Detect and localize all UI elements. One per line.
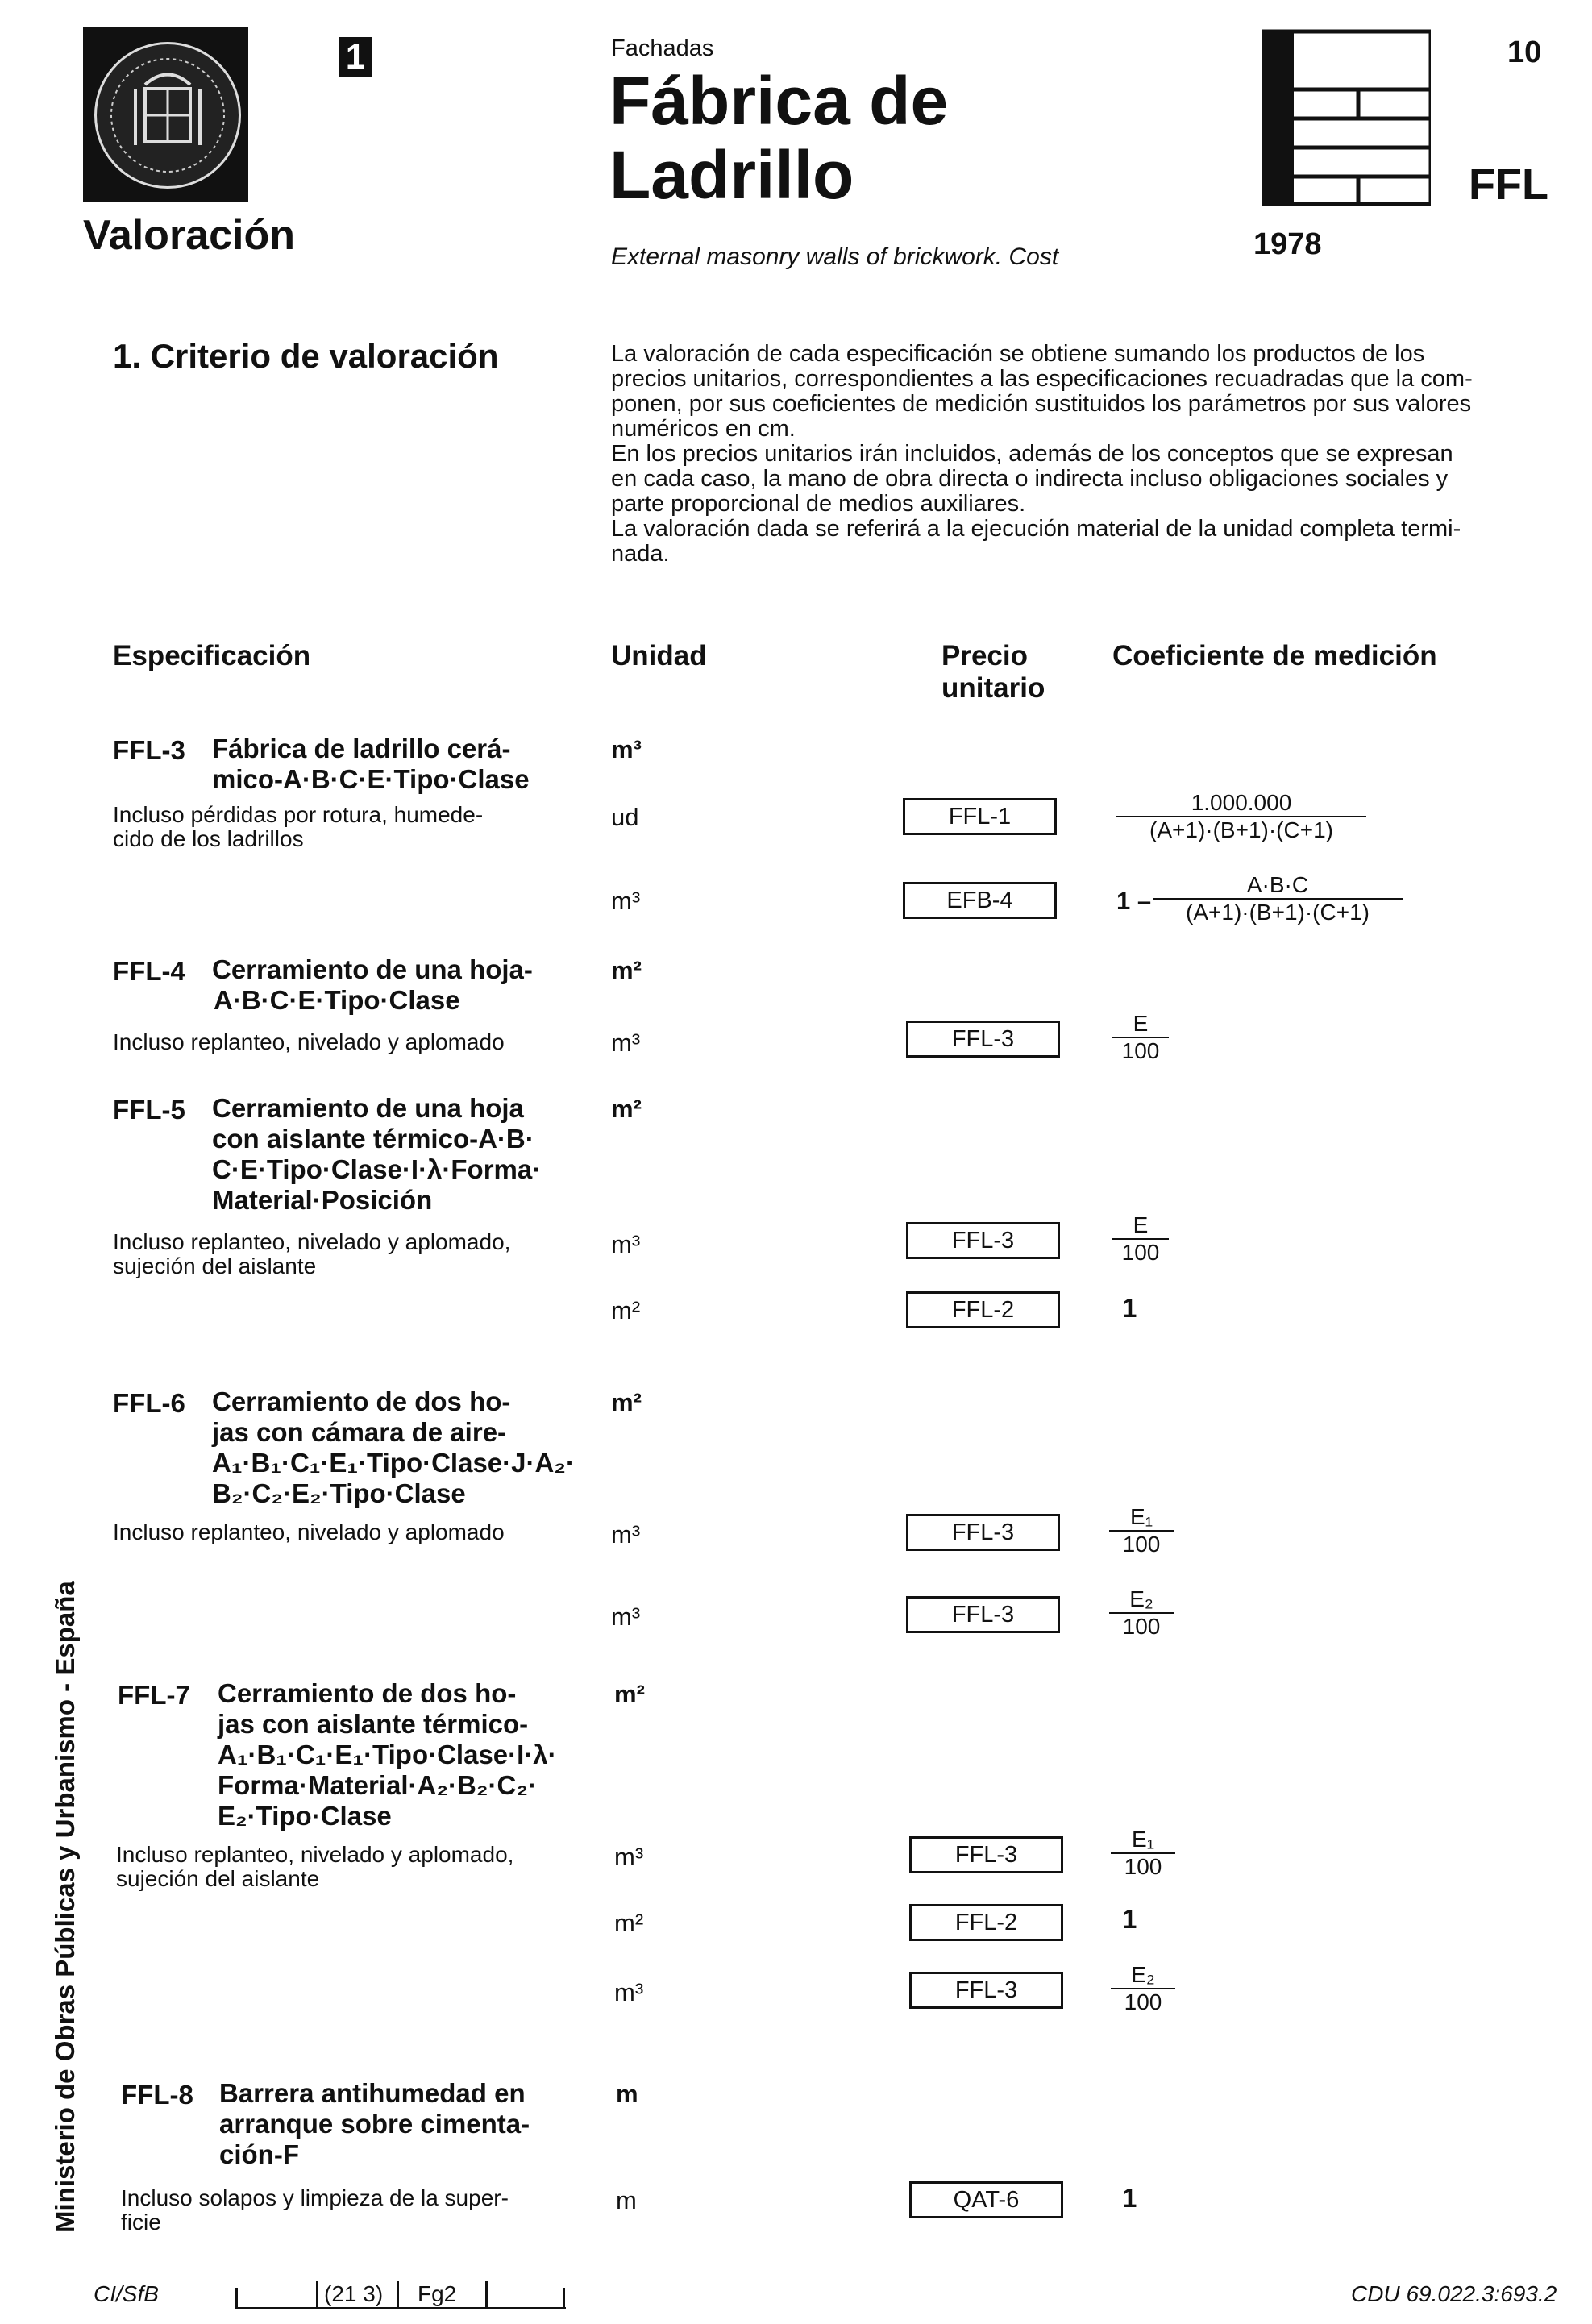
criterio-line: en cada caso, la mano de obra directa o indirecta incluso obligaciones sociales y xyxy=(611,466,1449,492)
spec-note-ffl6 xyxy=(113,1520,505,1544)
ministry-side-label: Ministerio de Obras Públicas y Urbanismo - España xyxy=(50,1581,80,2233)
criterio-line: numéricos en cm. xyxy=(611,416,796,442)
coef-prefix: 1 – xyxy=(1116,887,1152,915)
spec-title-line: E₂·Tipo·Clase xyxy=(218,1801,392,1831)
spec-title-line: arranque sobre cimenta- xyxy=(219,2109,530,2139)
coef-denominator: 100 xyxy=(1122,1532,1161,1557)
price-ref-box: FFL-2 xyxy=(909,1904,1063,1941)
header-coef: Coeficiente de medición xyxy=(1112,640,1437,671)
coef-numerator: E₁ xyxy=(1109,1504,1174,1532)
spec-title-line: B₂·C₂·E₂·Tipo·Clase xyxy=(212,1478,466,1508)
cisfb-code: (21 3) xyxy=(324,2281,384,2306)
spec-title-line: A₁·B₁·C₁·E₁·Tipo·Clase·I·λ· xyxy=(218,1740,557,1769)
price-ref-box: FFL-3 xyxy=(906,1514,1060,1551)
price-ref-box: FFL-3 xyxy=(909,1972,1063,2009)
row-unit: m² xyxy=(614,1909,644,1937)
coef-denominator: 100 xyxy=(1124,1989,1162,2014)
row-unit: m³ xyxy=(611,1029,641,1057)
coef-denominator: 100 xyxy=(1121,1240,1160,1265)
spec-code-ffl8: FFL-8 xyxy=(121,2080,193,2110)
spec-note-ffl3 xyxy=(113,803,483,851)
header-price xyxy=(941,640,1045,705)
brick-wall-icon xyxy=(1262,28,1431,207)
spec-code-ffl7: FFL-7 xyxy=(118,1680,190,1710)
coef-fraction xyxy=(1112,1212,1169,1266)
spec-title-line: A·B·C·E·Tipo·Clase xyxy=(214,985,460,1015)
spec-code-ffl3: FFL-3 xyxy=(113,735,185,765)
coef-fraction xyxy=(1153,872,1403,925)
coef-fraction xyxy=(1111,1962,1175,2015)
spec-note-line: Incluso pérdidas por rotura, humede- xyxy=(113,802,484,827)
coef-fraction xyxy=(1112,1011,1169,1064)
row-unit: ud xyxy=(611,803,639,831)
criterio-line: La valoración dada se referirá a la ejecución material de la unidad completa termi- xyxy=(611,516,1461,542)
row-unit: m³ xyxy=(611,1520,641,1549)
spec-title-line: Cerramiento de una hoja- xyxy=(212,954,533,984)
coef-value: 1 xyxy=(1122,1904,1137,1934)
sheet-number-badge: 1 xyxy=(339,37,372,77)
spec-code-ffl5: FFL-5 xyxy=(113,1095,185,1125)
header-price-line1: Precio xyxy=(941,640,1028,671)
price-ref-box: EFB-4 xyxy=(903,882,1057,919)
criterio-line: La valoración de cada especificación se obtiene sumando los productos de los xyxy=(611,341,1425,367)
criterio-line: parte proporcional de medios auxiliares. xyxy=(611,491,1026,517)
spec-title-line: Forma·Material·A₂·B₂·C₂· xyxy=(218,1770,537,1800)
criterio-line: precios unitarios, correspondientes a las especificaciones recuadradas que la com- xyxy=(611,366,1473,392)
cisfb-label: CI/SfB xyxy=(94,2281,159,2306)
page-title-line1: Fábrica de xyxy=(609,63,949,139)
price-ref-box: QAT-6 xyxy=(909,2181,1063,2218)
category-label: Fachadas xyxy=(611,35,714,61)
header-spec: Especificación xyxy=(113,640,311,671)
spec-unit-ffl6: m² xyxy=(611,1388,642,1416)
price-ref-box: FFL-3 xyxy=(909,1836,1063,1873)
row-unit: m³ xyxy=(611,1603,641,1631)
coef-denominator: 100 xyxy=(1122,1614,1161,1639)
spec-note-ffl8 xyxy=(121,2186,509,2235)
price-ref-box: FFL-1 xyxy=(903,798,1057,835)
spec-note-line: Incluso replanteo, nivelado y aplomado, xyxy=(113,1229,511,1254)
spec-note-line: Incluso replanteo, nivelado y aplomado xyxy=(113,1029,505,1054)
spec-title-line: A₁·B₁·C₁·E₁·Tipo·Clase·J·A₂· xyxy=(212,1448,575,1478)
page-number: 10 xyxy=(1507,35,1542,69)
header-price-line2: unitario xyxy=(941,672,1045,704)
spec-title-line: C·E·Tipo·Clase·I·λ·Forma· xyxy=(212,1154,542,1184)
spec-note-ffl5 xyxy=(113,1230,510,1278)
criterio-line: ponen, por sus coeficientes de medición sustituidos los parámetros por sus valores xyxy=(611,391,1472,417)
section-title: Valoración xyxy=(83,212,295,259)
spec-title-ffl7 xyxy=(218,1678,557,1831)
spec-title-line: jas con aislante térmico- xyxy=(218,1709,529,1739)
spec-title-line: Cerramiento de dos ho- xyxy=(218,1678,517,1708)
spec-title-line: Material·Posición xyxy=(212,1185,433,1215)
row-unit: m³ xyxy=(611,887,641,915)
coef-denominator: (A+1)·(B+1)·(C+1) xyxy=(1186,900,1370,925)
coef-value: 1 xyxy=(1122,2183,1137,2213)
coef-numerator: E₁ xyxy=(1111,1827,1175,1854)
seal-emblem xyxy=(94,42,241,189)
criterio-text xyxy=(611,342,1558,567)
coef-fraction xyxy=(1109,1586,1174,1640)
row-unit: m xyxy=(616,2186,637,2214)
price-ref-box: FFL-2 xyxy=(906,1291,1060,1328)
spec-note-ffl4 xyxy=(113,1030,505,1054)
spec-note-line: cido de los ladrillos xyxy=(113,826,304,851)
criterio-heading: 1. Criterio de valoración xyxy=(113,337,499,375)
coef-numerator: E₂ xyxy=(1109,1586,1174,1614)
coef-numerator: A·B·C xyxy=(1153,872,1403,900)
price-ref-box: FFL-3 xyxy=(906,1021,1060,1058)
header-unit: Unidad xyxy=(611,640,707,671)
spec-unit-ffl5: m² xyxy=(611,1095,642,1123)
english-subtitle: External masonry walls of brickwork. Cost xyxy=(611,243,1059,270)
row-unit: m² xyxy=(611,1296,641,1324)
spec-title-ffl4 xyxy=(212,954,533,1016)
spec-note-line: Incluso solapos y limpieza de la super- xyxy=(121,2185,509,2210)
spec-title-line: Cerramiento de una hoja xyxy=(212,1093,524,1123)
sheet-code: FFL xyxy=(1469,160,1548,209)
criterio-line: nada. xyxy=(611,541,670,567)
spec-unit-ffl8: m xyxy=(616,2080,638,2108)
price-ref-box: FFL-3 xyxy=(906,1596,1060,1633)
price-ref-box: FFL-3 xyxy=(906,1222,1060,1259)
year: 1978 xyxy=(1253,227,1322,261)
spec-title-line: con aislante térmico-A·B· xyxy=(212,1124,534,1154)
row-unit: m³ xyxy=(614,1843,644,1871)
cdu-code: CDU 69.022.3:693.2 xyxy=(1351,2281,1557,2306)
coef-fraction xyxy=(1116,790,1366,843)
coef-denominator: 100 xyxy=(1121,1038,1160,1063)
cisfb-code-box xyxy=(235,2278,566,2309)
spec-note-line: sujeción del aislante xyxy=(116,1866,320,1891)
spec-title-line: ción-F xyxy=(219,2139,299,2169)
coef-fraction xyxy=(1109,1504,1174,1557)
spec-title-line: mico-A·B·C·E·Tipo·Clase xyxy=(212,764,530,794)
spec-title-line: Barrera antihumedad en xyxy=(219,2078,526,2108)
page-title-line2: Ladrillo xyxy=(609,137,854,213)
spec-title-line: Cerramiento de dos ho- xyxy=(212,1387,511,1416)
spec-note-line: sujeción del aislante xyxy=(113,1253,317,1278)
row-unit: m³ xyxy=(614,1978,644,2006)
spec-code-ffl6: FFL-6 xyxy=(113,1388,185,1418)
spec-title-line: jas con cámara de aire- xyxy=(212,1417,507,1447)
coef-value: 1 xyxy=(1122,1293,1137,1323)
cisfb-fg: Fg2 xyxy=(418,2281,457,2306)
spec-unit-ffl4: m² xyxy=(611,956,642,984)
spec-note-line: Incluso replanteo, nivelado y aplomado, xyxy=(116,1842,514,1867)
coef-numerator: 1.000.000 xyxy=(1116,790,1366,817)
coef-numerator: E xyxy=(1112,1011,1169,1038)
spec-title-ffl5 xyxy=(212,1093,541,1216)
coef-fraction xyxy=(1111,1827,1175,1880)
spec-code-ffl4: FFL-4 xyxy=(113,956,185,986)
coef-numerator: E xyxy=(1112,1212,1169,1240)
spec-title-line: Fábrica de ladrillo cerá- xyxy=(212,734,511,763)
coef-numerator: E₂ xyxy=(1111,1962,1175,1989)
criterio-line: En los precios unitarios irán incluidos, además de los conceptos que se expresan xyxy=(611,441,1453,467)
spec-note-ffl7 xyxy=(116,1843,513,1891)
spec-unit-ffl3: m³ xyxy=(611,735,642,763)
row-unit: m³ xyxy=(611,1230,641,1258)
coef-denominator: (A+1)·(B+1)·(C+1) xyxy=(1149,817,1333,842)
coef-denominator: 100 xyxy=(1124,1854,1162,1879)
spec-title-ffl6 xyxy=(212,1387,575,1509)
spec-title-ffl3 xyxy=(212,734,530,795)
spec-note-line: ficie xyxy=(121,2210,161,2235)
spec-unit-ffl7: m² xyxy=(614,1680,645,1708)
spec-title-ffl8 xyxy=(219,2078,530,2170)
spec-note-line: Incluso replanteo, nivelado y aplomado xyxy=(113,1520,505,1544)
